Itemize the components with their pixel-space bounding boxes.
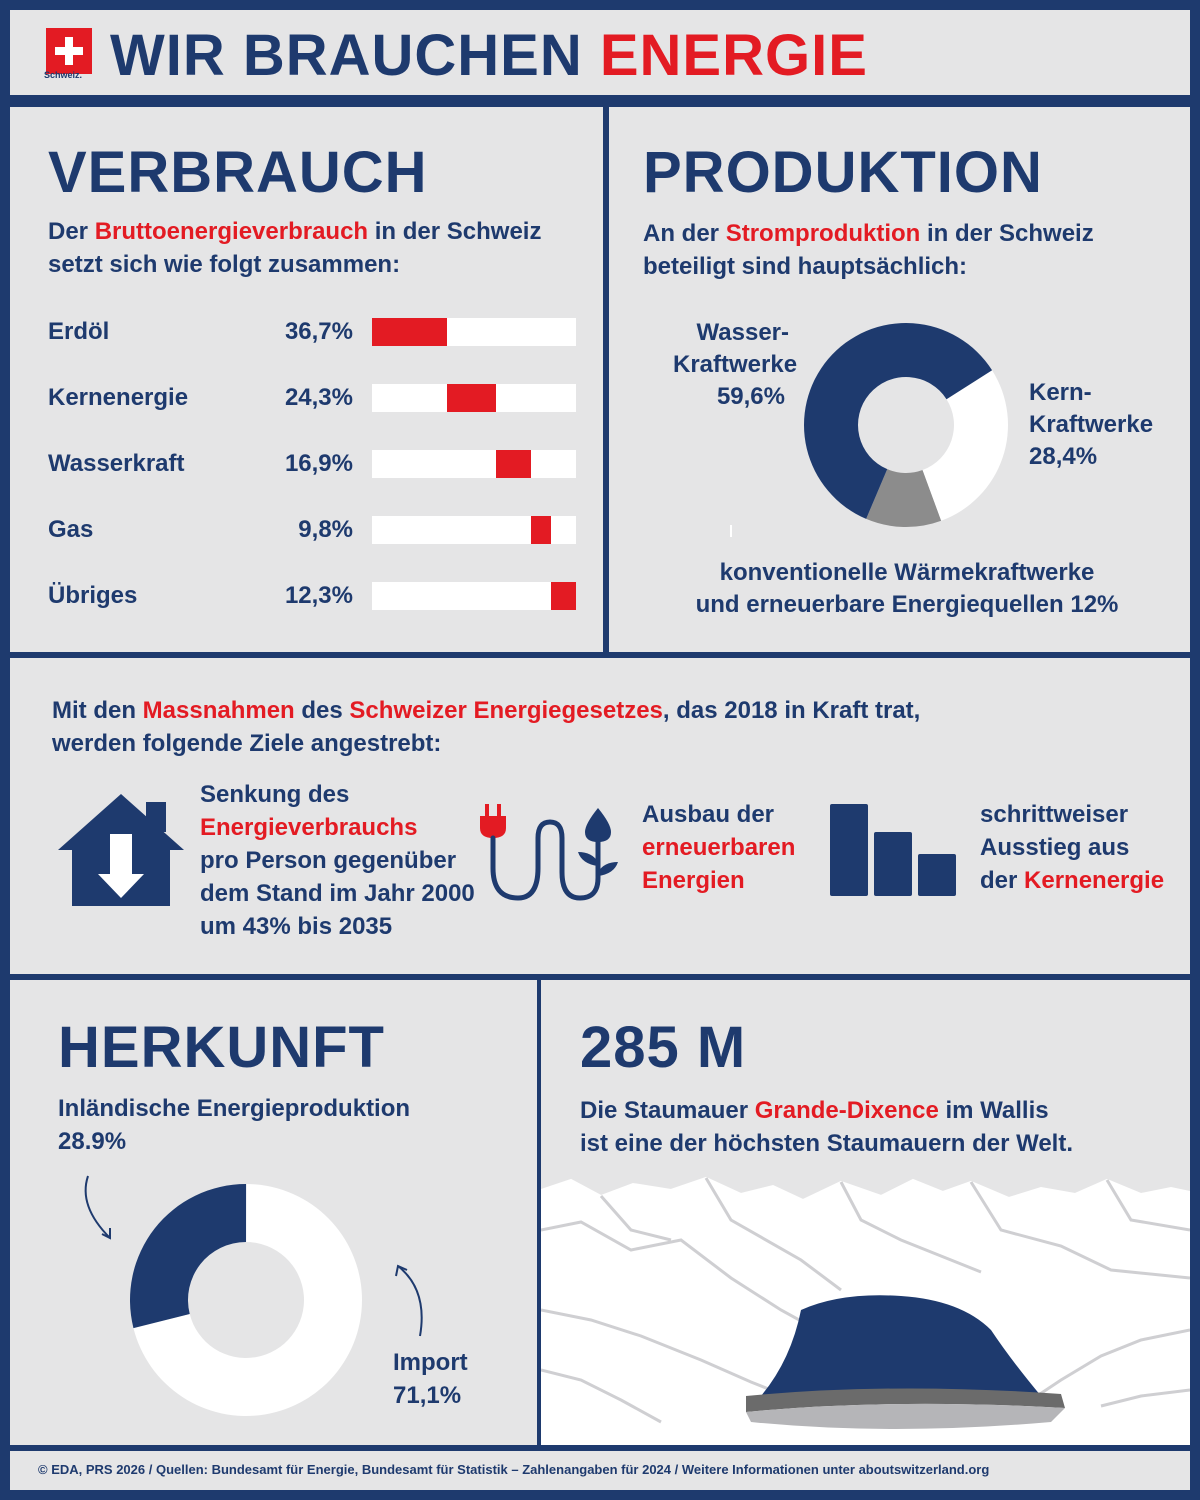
wasser-label-line: Wasser- [696,319,789,346]
bar-track [372,516,576,544]
dam-height-heading: 285 M [580,1015,747,1080]
header-panel [10,10,1190,95]
declining-bars-icon [830,804,958,896]
wasser-value: 59,6% [716,383,785,410]
herkunft-panel [10,980,537,1445]
produktion-heading: PRODUKTION [643,140,1043,205]
goal-line: Senkung des [200,781,350,808]
bar-row [10,318,603,348]
page-title [110,22,868,89]
massnahmen-intro [52,694,1152,760]
other-label [609,557,1190,621]
title-part-1: WIR BRAUCHEN [110,23,600,88]
bar-fill [496,450,530,478]
lead-text: in der Schweiz [368,218,542,245]
kern-label [1029,377,1153,473]
dam-text-part: Die Staumauer [580,1097,755,1124]
kern-label-line: Kern- [1029,379,1092,406]
goal-line: schrittweiser [980,801,1129,828]
goal-nuclear-exit [980,798,1164,897]
title-part-2: ENERGIE [599,23,868,88]
other-label-line: und erneuerbare Energiequellen 12% [695,591,1119,618]
inland-label-text: Inländische Energieproduktion [58,1095,411,1122]
intro-text: Mit den [52,697,143,724]
staumauer-panel [541,980,1190,1445]
goal-renewables [642,798,795,897]
source-note: © EDA, PRS 2026 / Quellen: Bundesamt für Energie, Bundesamt für Statistik – Zahlenangaben für 2024 / Weitere Informationen unter aboutswitzerland.org [38,1462,990,1477]
wasser-label-line: Kraftwerke [673,351,798,378]
bar-label: Gas [48,516,94,543]
goal-highlight: Kernenergie [1024,867,1165,894]
verbrauch-panel [10,107,603,652]
verbrauch-lead [48,215,588,281]
lead-highlight: Stromproduktion [725,220,921,247]
bar-track [372,318,576,346]
import-label [393,1346,468,1412]
lead-text: Der [48,218,95,245]
other-label-line: konventionelle Wärmekraftwerke [719,559,1095,586]
bar-value: 9,8% [298,516,353,543]
dam-text-part: ist eine der höchsten Staumauern der Welt. [580,1130,1074,1157]
footer-panel [10,1451,1190,1490]
lead-text: beteiligt sind hauptsächlich: [643,253,968,280]
dam-text [580,1094,1180,1160]
goal-line: Ausbau der [642,801,775,828]
bar-fill [372,318,447,346]
goal-line: Ausstieg aus [980,834,1130,861]
lead-highlight: Bruttoenergieverbrauch [94,218,369,245]
bar-label: Erdöl [48,318,110,345]
intro-highlight: Massnahmen [142,697,295,724]
verbrauch-heading: VERBRAUCH [48,140,428,205]
bar-row [10,582,603,612]
lead-text: in der Schweiz [920,220,1094,247]
bar-track [372,450,576,478]
bar-row [10,450,603,480]
goal-highlight: Energien [642,867,745,894]
goal-highlight: erneuerbaren [642,834,796,861]
produktion-panel [609,107,1190,652]
bar-track [372,582,576,610]
bar-label: Kernenergie [48,384,189,411]
import-label-text: Import [393,1349,468,1376]
import-value: 71,1% [393,1382,462,1409]
country-label: Schweiz. [44,70,83,80]
bar-value: 16,9% [284,450,353,477]
lead-text: setzt sich wie folgt zusammen: [48,251,401,278]
bar-track [372,384,576,412]
bar-fill [447,384,497,412]
donut-slice-kern [923,370,1008,520]
kern-value: 28,4% [1029,443,1098,470]
bar-row [10,384,603,414]
goal-text-part: der [980,867,1025,894]
kern-label-line: Kraftwerke [1029,411,1154,438]
goal-consumption [200,778,475,943]
swiss-flag-icon [46,28,92,74]
bar-fill [531,516,551,544]
import-arrow-head [396,1266,407,1276]
bar-label: Übriges [48,582,138,609]
goal-line [980,864,1164,897]
donut-slice-inland [130,1184,246,1328]
intro-text: werden folgende Ziele angestrebt: [52,730,442,757]
goal-line: dem Stand im Jahr 2000 [200,880,475,907]
mountain-lake-illustration [541,1160,1190,1445]
inland-arrow-icon [86,1176,110,1238]
bar-fill [551,582,576,610]
lead-text: An der [643,220,726,247]
inland-value: 28.9% [58,1128,127,1155]
bar-value: 36,7% [284,318,353,345]
herkunft-heading: HERKUNFT [58,1015,385,1080]
house-down-arrow-icon [58,792,184,906]
goal-line: pro Person gegenüber [200,847,457,874]
import-arrow-icon [398,1266,422,1336]
intro-text: des [294,697,350,724]
massnahmen-panel [10,658,1190,974]
dam-name-highlight: Grande-Dixence [754,1097,939,1124]
plug-plant-icon [480,802,630,912]
bar-value: 24,3% [284,384,353,411]
bar-label: Wasserkraft [48,450,185,477]
bar-row [10,516,603,546]
goal-line: um 43% bis 2035 [200,913,393,940]
bar-value: 12,3% [284,582,353,609]
intro-text: , das 2018 in Kraft trat, [662,697,921,724]
intro-highlight: Schweizer Energiegesetzes [349,697,663,724]
goal-highlight: Energieverbrauchs [200,814,418,841]
dam-text-part: im Wallis [938,1097,1049,1124]
